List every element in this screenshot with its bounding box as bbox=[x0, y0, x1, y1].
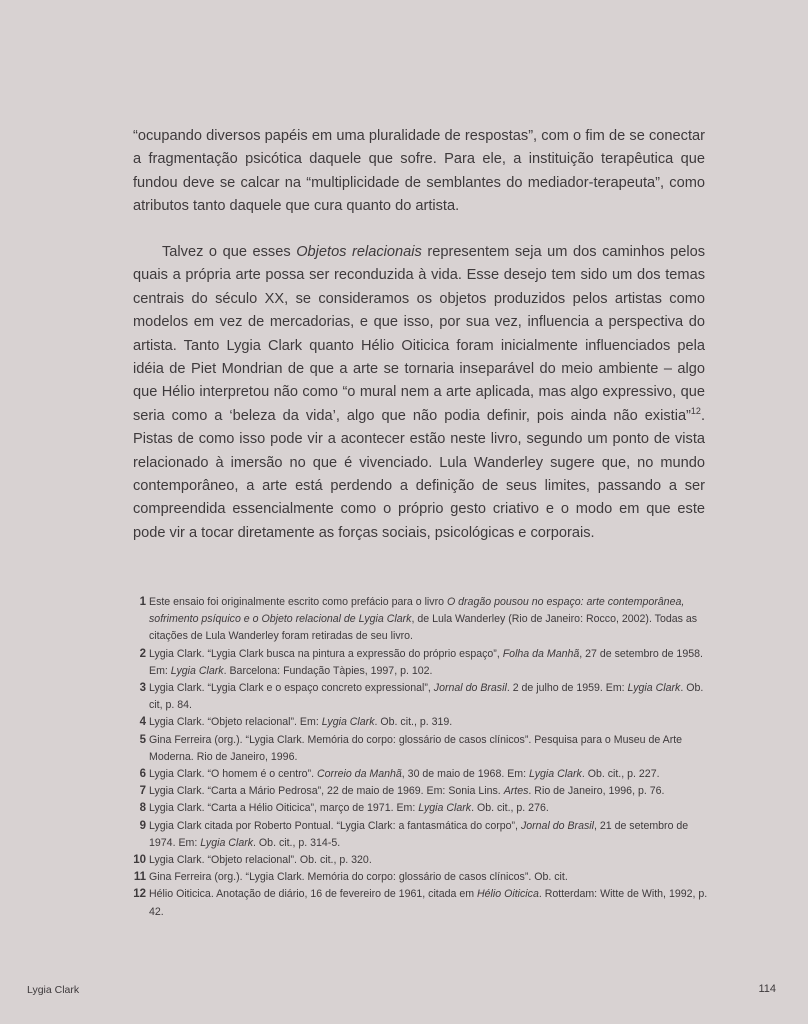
footnote-number: 6 bbox=[139, 768, 146, 781]
footnote-number: 5 bbox=[139, 733, 146, 746]
footnote-number: 10 bbox=[133, 854, 146, 867]
footnote-number: 2 bbox=[139, 647, 146, 660]
footnote-item bbox=[128, 766, 708, 783]
footnote-text-segment: Lygia Clark. “Objeto relacional”. Ob. cit., p. 320. bbox=[149, 854, 372, 867]
footnote-text bbox=[149, 818, 708, 852]
footnote-text-segment: Lygia Clark. “Carta a Hélio Oiticica”, março de 1971. Em: bbox=[149, 802, 419, 815]
footnote-italic-title: Lygia Clark bbox=[321, 716, 375, 729]
footnote-italic-title: Lygia Clark bbox=[200, 836, 254, 849]
footnote-item bbox=[128, 886, 708, 920]
footnote-item bbox=[128, 818, 708, 852]
paragraph-text bbox=[133, 241, 705, 545]
footnote-italic-title: Lygia Clark bbox=[170, 664, 224, 677]
footnote-italic-title: Lygia Clark bbox=[627, 682, 681, 695]
footnote-item bbox=[128, 783, 708, 800]
footnote-italic-title: Artes bbox=[503, 785, 529, 798]
footnote-text-segment: , 30 de maio de 1968. Em: bbox=[401, 768, 529, 781]
body-paragraph-2 bbox=[133, 241, 705, 545]
footnote-number: 8 bbox=[139, 802, 146, 815]
footnote-number: 3 bbox=[139, 682, 146, 695]
footnote-text bbox=[149, 783, 708, 800]
footnote-text-segment: Lygia Clark. “Carta a Mário Pedrosa”, 22 de maio de 1969. Em: Sonia Lins. bbox=[149, 785, 504, 798]
footnotes-list bbox=[128, 594, 708, 921]
footnote-text-segment: Lygia Clark. “Objeto relacional”. Em: bbox=[149, 716, 322, 729]
footnote-italic-title: Lygia Clark bbox=[418, 802, 472, 815]
page-number: 114 bbox=[758, 983, 776, 995]
footnote-text-segment: , de Lula Wanderley (Rio de Janeiro: Rocco, 2002). Todas as citações de Lula Wanderley foram retiradas de seu livro. bbox=[149, 613, 698, 643]
footnote-item bbox=[128, 852, 708, 869]
footnote-text-segment: Gina Ferreira (org.). “Lygia Clark. Memória do corpo: glossário de casos clínicos”. Pesquisa para o Museu de Arte Moderna. Rio de Janeiro, 1996. bbox=[149, 733, 683, 763]
footnote-italic-title: Jornal do Brasil bbox=[433, 682, 507, 695]
footnote-item bbox=[128, 732, 708, 766]
footnote-text-segment: Lygia Clark. “O homem é o centro”. bbox=[149, 768, 317, 781]
footnote-number: 1 bbox=[139, 596, 146, 608]
paragraph-lead: Talvez o que esses bbox=[162, 244, 297, 260]
footnote-text bbox=[149, 594, 708, 646]
footnote-text-segment: . Ob. cit., p. 276. bbox=[471, 802, 549, 815]
footnote-text bbox=[149, 714, 708, 731]
footnote-item bbox=[128, 714, 708, 731]
footnote-text-segment: Gina Ferreira (org.). “Lygia Clark. Memória do corpo: glossário de casos clínicos”. Ob. cit. bbox=[149, 871, 568, 884]
footnote-reference: 12 bbox=[690, 405, 701, 416]
footnote-italic-title: Lygia Clark bbox=[529, 768, 582, 781]
footnote-text-segment: Lygia Clark. “Lygia Clark busca na pintura a expressão do próprio espaço”, bbox=[149, 647, 503, 660]
footnote-text-segment: Lygia Clark. “Lygia Clark e o espaço concreto expressional”, bbox=[149, 682, 434, 695]
footnote-text-segment: . Rotterdam: Witte de With, 1992, p. 42. bbox=[149, 888, 708, 918]
footnote-number: 9 bbox=[139, 819, 146, 832]
footnote-item bbox=[128, 800, 708, 817]
footnote-italic-title: Folha da Manhã bbox=[502, 647, 580, 660]
paragraph-body-continued: . Pistas de como isso pode vir a acontecer estão neste livro, segundo um ponto de vista relacionado à imersão no que é vivenciado. Lula Wanderley sugere que, no mundo contemporâneo, a arte está perdendo a definição de seus limites, passando a ser compreendida essencialmente como o próprio gesto criativo e o modo em que este pode vir a tocar diretamente as forças sociais, psicológicas e corporais. bbox=[133, 407, 705, 541]
footnote-number: 11 bbox=[133, 871, 146, 884]
footnote-text-segment: . Ob. cit., p. 319. bbox=[374, 716, 453, 729]
footnote-italic-title: Jornal do Brasil bbox=[520, 819, 594, 832]
footnote-text-segment: Lygia Clark citada por Roberto Pontual. “Lygia Clark: a fantasmática do corpo”, bbox=[149, 819, 521, 832]
italic-title: Objetos relacionais bbox=[296, 244, 422, 260]
footnote-text-segment: . Rio de Janeiro, 1996, p. 76. bbox=[528, 785, 665, 798]
paragraph-text: “ocupando diversos papéis em uma pluralidade de respostas”, com o fim de se conectar a fragmentação psicótica daquele que sofre. Para ele, a instituição terapêutica que fundou deve se calcar na “multiplicidade de semblantes do mediador-terapeuta”, como atributos tanto daquele que cura quanto do artista. bbox=[133, 128, 705, 215]
footnote-text bbox=[149, 732, 708, 766]
footnote-text-segment: . 2 de julho de 1959. Em: bbox=[506, 682, 628, 695]
footnote-text bbox=[149, 869, 708, 886]
footnote-text-segment: . Ob. cit., p. 314-5. bbox=[253, 836, 341, 849]
footnote-text-segment: Hélio Oiticica. Anotação de diário, 16 de fevereiro de 1961, citada em bbox=[149, 888, 478, 901]
footnote-number: 7 bbox=[139, 785, 146, 798]
footnote-text-segment: , 27 de setembro de 1958. Em: bbox=[149, 647, 703, 677]
body-paragraph-1 bbox=[133, 125, 705, 219]
footnote-item bbox=[128, 594, 708, 646]
footnote-text bbox=[149, 680, 708, 714]
footnote-text bbox=[149, 800, 708, 817]
footnote-text bbox=[149, 766, 708, 783]
footnote-item bbox=[128, 680, 708, 714]
paragraph-body: representem seja um dos caminhos pelos quais a própria arte possa ser reconduzida à vida. Esse desejo tem sido um dos temas centrais do século XX, se consideramos os objetos produzidos pelos artistas como modelos em vez de mercadorias, e que isso, por sua vez, influencia a perspectiva do artista. Tanto Lygia Clark quanto Hélio Oiticica foram inicialmente influenciados pela idéia de Piet Mondrian de que a arte se tornaria inseparável do meio ambiente – algo que Hélio interpretou não como “o mural nem a arte aplicada, mas algo expressivo, que seria como a ‘beleza da vida’, algo que não podia definir, pois ainda não existia” bbox=[133, 244, 705, 424]
footnote-number: 4 bbox=[139, 716, 146, 729]
footnote-text-segment: . Ob. cit., p. 227. bbox=[581, 768, 660, 781]
footnote-italic-title: O dragão pousou no espaço: arte contemporânea, sofrimento psíquico e o Objeto relacional de Lygia Clark bbox=[149, 596, 685, 626]
footnote-italic-title: Hélio Oiticica bbox=[477, 888, 539, 901]
footnote-text bbox=[149, 886, 708, 920]
footnote-text-segment: Este ensaio foi originalmente escrito como prefácio para o livro bbox=[149, 596, 447, 608]
running-head: Lygia Clark bbox=[27, 984, 80, 996]
footnote-item bbox=[128, 646, 708, 680]
footnote-text bbox=[149, 646, 708, 680]
footnote-text-segment: , 21 de setembro de 1974. Em: bbox=[149, 819, 689, 849]
footnote-italic-title: Correio da Manhã bbox=[317, 768, 402, 781]
footnote-number: 12 bbox=[133, 888, 146, 901]
footnote-text bbox=[149, 852, 708, 869]
footnote-text-segment: . Ob. cit, p. 84. bbox=[149, 682, 704, 712]
footnote-item bbox=[128, 869, 708, 886]
footnote-text-segment: . Barcelona: Fundação Tàpies, 1997, p. 102. bbox=[223, 664, 433, 677]
